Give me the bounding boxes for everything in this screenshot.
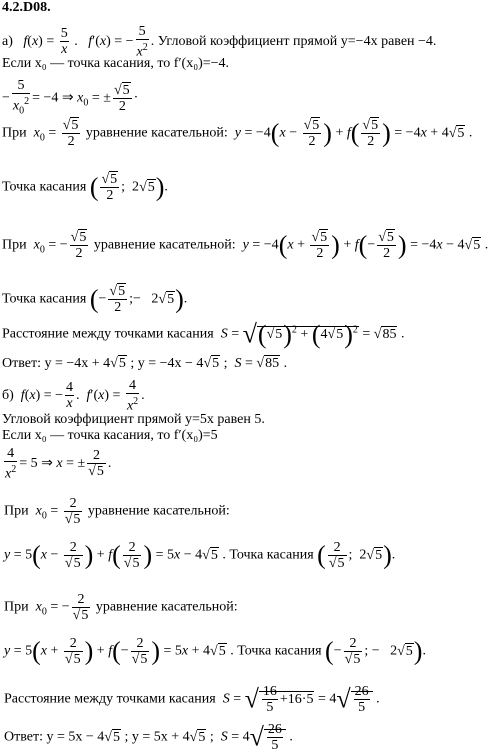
part-b-case1-eq: y = 5(x − $\frac{2}{√5}$ ) + f( $\frac{2}{√5}$ ) = 5x − 4√5 . Точка касания ( $\frac{2}{√5}$ ; 2√5).	[4, 540, 396, 571]
part-b-answer: Ответ: y = 5x − 4√5 ; y = 5x + 4√5 ; S = 4√ $\frac{26}{5}$ .	[4, 722, 293, 753]
part-b-slope-text: Угловой коэффициент прямой y=5x равен 5.	[2, 412, 265, 427]
part-a-case2: При $x_0$ = − $\frac{√5}{2}$ уравнение касательной: y = −4(x + $\frac{√5}{2}$ ) + f(− $\frac{√5}{2}$ ) = −4x − 4√5 .	[2, 230, 489, 261]
part-b-case2-intro: При $x_0$ = − $\frac{2}{√5}$ уравнение касательной:	[4, 592, 238, 623]
part-b-label: б)	[2, 388, 14, 404]
part-a-distance: Расстояние между точками касания $S = √(√5)^2 + (4√5)^2 = √85$ .	[2, 319, 405, 349]
problem-title: 4.2.D08.	[2, 0, 51, 15]
part-a-point2: Точка касания (− $\frac{√5}{2}$ ;− 2√5).	[2, 284, 188, 315]
part-a-dist-label: Расстояние между точками касания	[2, 326, 214, 342]
part-a-fprime: f	[88, 34, 93, 50]
part-b-distance: Расстояние между точками касания S = √ $\frac{16}{5}$ +16·5 = 4√ $\frac{26}{5}$ .	[4, 684, 380, 715]
part-a-condition: Если x₀ — точка касания, то f′(x₀)=−4.	[2, 56, 230, 71]
part-a-functions: а) f(x) = $\frac{5}{x}$ . f′(x) = − $\frac{5}{x^2}$ . Угловой коэффициент прямой y=−4x равен −4.	[2, 24, 437, 60]
part-a-point1: Точка касания ( $\frac{√5}{2}$ ; 2√5).	[2, 172, 168, 203]
part-a-label: а)	[2, 34, 13, 50]
part-b-equation: $\frac{4}{x^2}$ = 5 ⇒ x = ± $\frac{2}{√5}$ .	[5, 446, 112, 482]
part-a-answer: Ответ: y = −4x + 4√5 ; y = −4x − 4√5 ; S = √85 .	[2, 356, 288, 371]
part-a-point2-label: Точка касания	[2, 291, 87, 307]
part-a-fdef: f	[23, 34, 28, 50]
part-b-condition: Если x₀ — точка касания, то f′(x₀)=5	[2, 428, 218, 443]
part-a-slope-text: Угловой коэффициент прямой y=−4x равен −4.	[157, 34, 437, 50]
part-a-case1: При $x_0$ = $\frac{√5}{2}$ уравнение касательной: y = −4(x − $\frac{√5}{2}$ ) + f( $\frac{√5}{2}$ ) = −4x + 4√5 .	[2, 118, 473, 149]
part-b-case2-eq: y = 5(x + $\frac{2}{√5}$ ) + f(− $\frac{2}{√5}$ ) = 5x + 4√5 . Точка касания (− $\frac{2}{√5}$ ; − 2√5).	[4, 636, 426, 667]
part-b-functions: б) f(x) = − $\frac{4}{x}$ . f′(x) = $\frac{4}{x^2}$ .	[2, 378, 145, 414]
part-a-equation: − $\frac{5}{x_0^2}$ = −4 ⇒ $x_0$ = ± $\frac{√5}{2}$ ·	[2, 78, 139, 117]
part-b-case1-intro: При $x_0$ = $\frac{2}{√5}$ уравнение касательной:	[4, 496, 230, 527]
part-b-dist-label: Расстояние между точками касания	[4, 691, 216, 707]
part-a-point1-label: Точка касания	[2, 179, 87, 195]
